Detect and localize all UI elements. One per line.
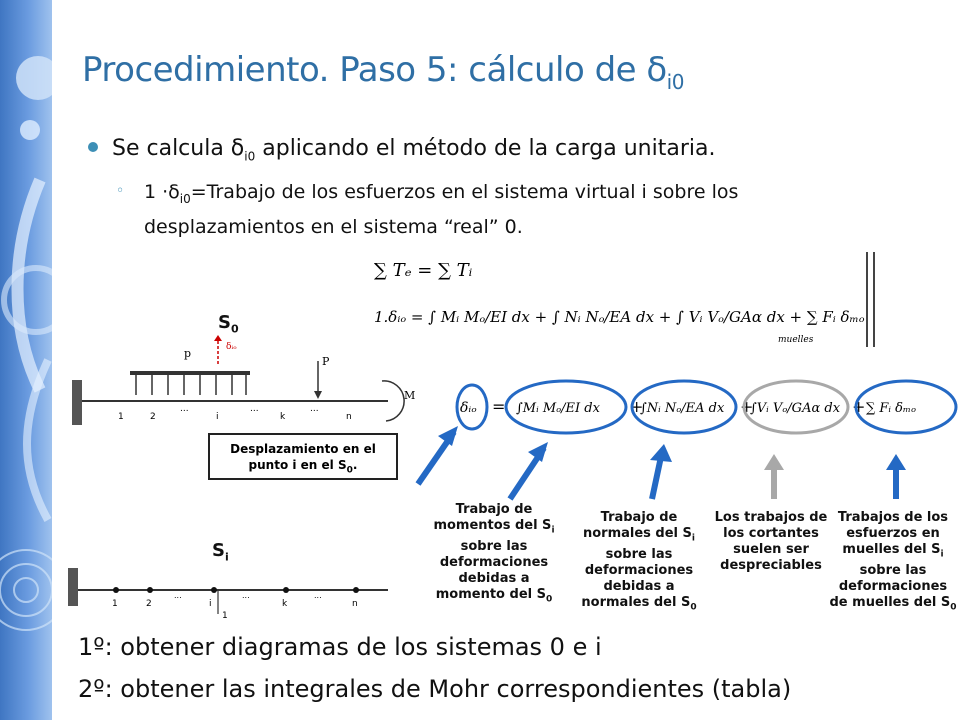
svg-text:+: +	[740, 397, 754, 416]
step-1-text: 1º: obtener diagramas de los sistemas 0 e i	[78, 633, 602, 661]
svg-text:δᵢₒ: δᵢₒ	[460, 400, 477, 416]
displacement-label: δᵢₒ	[226, 342, 237, 352]
bullet-dot-icon	[88, 142, 98, 152]
displacement-description-box: Desplazamiento en el punto i en el $S_0$.	[208, 433, 398, 480]
node-label: k	[280, 412, 286, 422]
caption-moment-work: Trabajo de momentos del $S_i$ sobre las deformaciones debidas a momento del $S_0$	[433, 502, 555, 605]
fixed-support	[68, 568, 78, 606]
load-p-label: p	[184, 347, 192, 360]
page-title: Procedimiento. Paso 5: cálculo de $\delta_{i0}$	[82, 50, 684, 94]
node-label: ...	[250, 404, 259, 414]
node-label: k	[282, 599, 288, 609]
svg-text:∑ Fᵢ δₘₒ: ∑ Fᵢ δₘₒ	[866, 401, 916, 416]
node-label: ...	[314, 591, 322, 600]
svg-text:∫Vᵢ Vₒ/GAα dx: ∫Vᵢ Vₒ/GAα dx	[750, 401, 841, 416]
decorative-sidebar	[0, 0, 52, 720]
virtual-work-equation	[370, 252, 870, 347]
node-label: i	[216, 412, 219, 422]
term-breakdown-graphic	[400, 374, 960, 504]
system-i-beam-diagram	[66, 562, 406, 622]
step-2-text: 2º: obtener las integrales de Mohr correspondientes (tabla)	[78, 675, 792, 703]
ring-bullet-icon: ◦	[116, 183, 125, 199]
bullet-unit-load: Se calcula $\delta_{i0}$ aplicando el método de la carga unitaria.	[88, 136, 715, 163]
equation-line2: 1.δᵢₒ = ∫ Mᵢ Mₒ/EI dx + ∫ Nᵢ Nₒ/EA dx + ∫ Vᵢ Vₒ/GAα dx + ∑ Fᵢ δₘₒ	[374, 308, 865, 326]
node-label: 2	[150, 412, 156, 422]
svg-text:∫Nᵢ Nₒ/EA dx: ∫Nᵢ Nₒ/EA dx	[640, 401, 725, 416]
node-label: ...	[180, 404, 189, 414]
system-0-beam-diagram	[70, 335, 430, 435]
caption-normal-work: Trabajo de normales del $S_i$ sobre las deformaciones debidas a normales del $S_0$	[581, 510, 697, 613]
node-label: n	[352, 599, 358, 609]
distributed-load-arrows	[136, 375, 246, 395]
node-label: ...	[310, 404, 319, 414]
svg-text:+: +	[852, 397, 866, 416]
svg-text:=: =	[492, 397, 506, 416]
sidebar-pattern	[0, 0, 52, 720]
system-i-label: $S_i$	[212, 540, 229, 564]
caption-shear-work: Los trabajos de los cortantes suelen ser despreciables	[714, 510, 828, 573]
system-0-label: $S_0$	[218, 312, 239, 336]
node-label: i	[209, 599, 212, 609]
node-label: 2	[146, 599, 152, 609]
svg-text:+: +	[630, 397, 644, 416]
moment-label: M	[404, 389, 416, 402]
node-label: n	[346, 412, 352, 422]
node-label: 1	[112, 599, 118, 609]
svg-text:∫Mᵢ Mₒ/EI dx: ∫Mᵢ Mₒ/EI dx	[516, 401, 600, 416]
unit-load-label: 1	[222, 611, 228, 621]
equation-muelles: muelles	[778, 335, 814, 345]
caption-spring-work: Trabajos de los esfuerzos en muelles del $S_i$ sobre las deformaciones de muelles del $S_0$	[829, 510, 957, 613]
equation-line1: ∑ Tₑ = ∑ Tᵢ	[374, 260, 473, 281]
node-label: 1	[118, 412, 124, 422]
fixed-support	[72, 380, 82, 425]
node-label: ...	[242, 591, 250, 600]
node-label: ...	[174, 591, 182, 600]
point-load-label: P	[322, 355, 330, 368]
equation-bar	[866, 252, 875, 347]
sub-bullet-work: ◦ $1 \cdot\delta_{i0}=Trabajo$ de los esfuerzos en el sistema virtual i sobre los desplazamientos en el sistema “real” 0.	[116, 178, 836, 241]
